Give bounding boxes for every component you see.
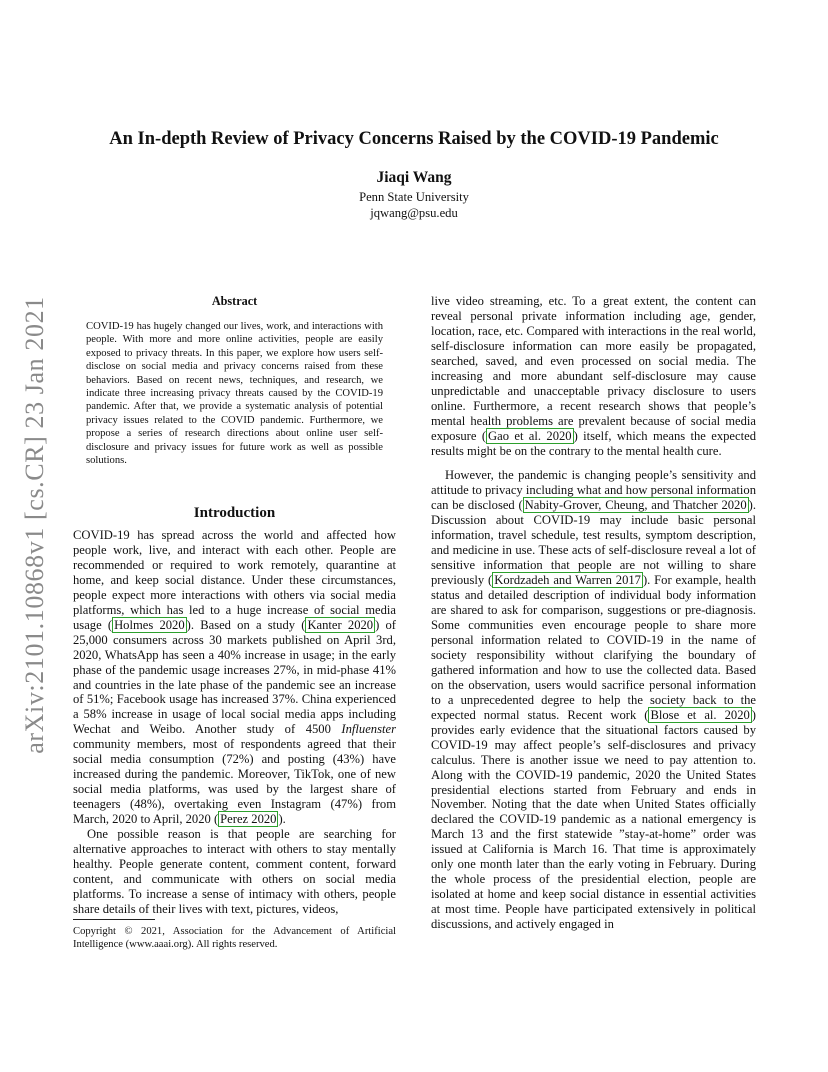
paper-title: An In-depth Review of Privacy Concerns Raised by the COVID-19 Pandemic [109, 129, 719, 149]
intro-paragraph-4 [431, 468, 756, 932]
text-run: ). Based on a study ( [186, 617, 306, 632]
abstract-heading: Abstract [211, 294, 258, 308]
text-run: However, the pandemic is changing people’s sensitivity and attitude to privacy including what and how personal information can be disclosed ( [431, 468, 756, 513]
left-column-body [73, 528, 396, 917]
text-run: ) provides early evidence that the situational factors caused by COVID-19 may affect people’s self-disclosures and privacy calculus. There is another issue we need to pay attention to. Along with the COVID-19 pandemic, 2020 the United States presidential elections started from February and ends in November. Noting that the date when United States officially declared the COVID-19 pandemic as a national emergency is March 13 and the first statewide ”stay-at-home” order was issued at California is March 16. That time is approximately only one month later than the early voting in February. During the whole process of the presidential election, people are isolated at home and keep social distance in essential activities at most time. People have participated extensively in political discussions, and actively engaged in [431, 707, 756, 932]
text-run: community members, most of respondents agreed that their social media consumption (72%) and posting (43%) have increased during the pandemic. Moreover, TikTok, one of new social media platforms, was used by the largest share of teenagers (48%), overtaking even Instagram (47%) from March, 2020 to April, 2020 ( [73, 737, 396, 827]
copyright-footnote: Copyright © 2021, Association for the Advancement of Artificial Intelligence (www.aaai.org). All rights reserved. [73, 926, 396, 951]
text-run: ) of 25,000 consumers across 30 markets published on April 3rd, 2020, WhatsApp has seen a 40% increase in usage; in the early phase of the pandemic usage increases 27%, in mid-phase 41% and countries in the late phase of the pandemic see an increase of 51%; Facebook usage has increased 37%. China experienced a 58% increase in usage of local social media apps including Wechat and Weibo. Another study of 4500 [73, 617, 396, 737]
author-email: jqwang@psu.edu [370, 206, 458, 220]
text-run: ). For example, health status and detailed description of individual body information are shared to ask for comparison, suggestions or pre-diagnosis. Some communities even encourage people to share more personal information related to COVID-19 in the name of society responsibility without clarifying the boundary of gathered information and how to use the collected data. Based on the observation, users would sacrifice personal information to a unprecedented degree to help the society back to the expected normal status. Recent work ( [431, 573, 756, 722]
text-run: live video streaming, etc. To a great extent, the content can reveal personal private information including age, gender, location, race, etc. Compared with interactions in the real world, self-disclosure information can more easily be propagated, searched, saved, and even processed on social media. The increasing and more abundant self-disclosure may cause unpredictable and unacceptable privacy disclosure to users online. Furthermore, a recent research shows that people’s mental health problems are prevalent because of social media exposure ( [431, 294, 756, 443]
abstract-text: COVID-19 has hugely changed our lives, work, and interactions with people. With more and more online activities, people are easily exposed to privacy threats. In this paper, we explore how users self-disclose on social media and privacy concerns raised from these behaviors. Based on recent news, techniques, and research, we indicate three increasing privacy threats caused by the COVID-19 pandemic. After that, we provide a systematic analysis of potential privacy issues related to the COVID pandemic. Furthermore, we propose a series of research directions about online user self-disclosure and privacy issues for future work as well as possible solutions. [86, 321, 383, 467]
introduction-heading: Introduction [193, 505, 276, 521]
citation-link[interactable]: Holmes 2020 [114, 617, 185, 632]
italic-term: Influenster [341, 722, 396, 737]
arxiv-stamp-text: arXiv:2101.10868v1 [cs.CR] 23 Jan 2021 [20, 296, 49, 754]
text-run: COVID-19 has spread across the world and affected how people work, live, and interact with each other. People are recommended or required to work remotely, quarantine at home, and keep social distance. Under these circumstances, people expect more interactions with others via social media platforms, which has led to a huge increase of social media usage ( [73, 528, 396, 632]
citation-link[interactable]: Kanter 2020 [307, 617, 374, 632]
text-run: ). [278, 812, 286, 827]
intro-paragraph-3 [431, 294, 756, 458]
footnote-divider [73, 919, 155, 920]
citation-link[interactable]: Blose et al. 2020 [650, 707, 750, 722]
text-run: ) itself, which means the expected results might be on the contrary to the mental health cure. [431, 428, 756, 458]
citation-link[interactable]: Kordzadeh and Warren 2017 [494, 573, 641, 588]
intro-paragraph-2: One possible reason is that people are searching for alternative approaches to interact with others to stay mentally healthy. People generate content, comment content, forward content, and communicate with others on social media platforms. To increase a sense of intimacy with others, people share details of their lives with text, pictures, videos, [73, 827, 396, 916]
citation-link[interactable]: Gao et al. 2020 [488, 428, 572, 443]
arxiv-stamp [20, 290, 50, 760]
intro-paragraph-1 [73, 528, 396, 827]
author-affiliation: Penn State University [359, 190, 469, 204]
author-name: Jiaqi Wang [376, 169, 452, 186]
citation-link[interactable]: Perez 2020 [220, 812, 277, 827]
text-run: ). Discussion about COVID-19 may include basic personal information, travel schedule, test results, symptom description, and medicine in use. These acts of self-disclosure reveal a lot of sensitive information that people are not willing to share previously ( [431, 498, 756, 588]
right-column-body [431, 294, 756, 932]
citation-link[interactable]: Nabity-Grover, Cheung, and Thatcher 2020 [524, 498, 747, 513]
